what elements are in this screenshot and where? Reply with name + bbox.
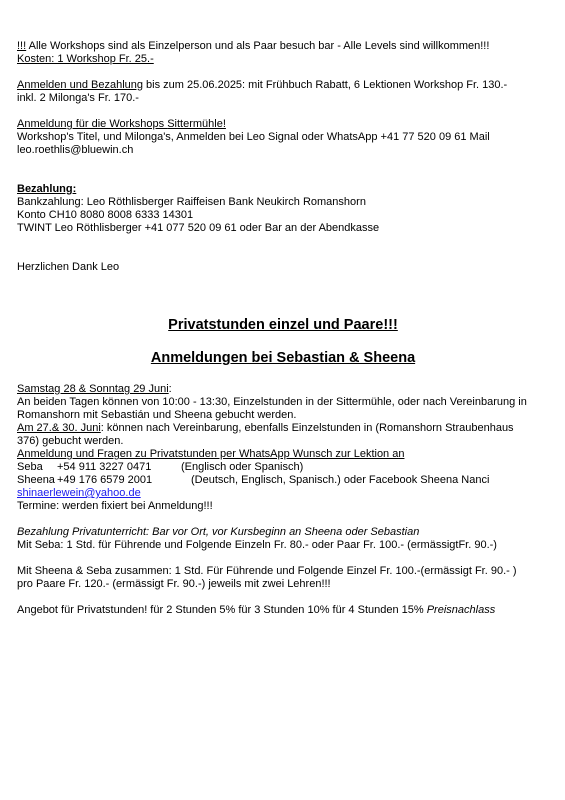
registration-line-2: inkl. 2 Milonga's Fr. 170.- <box>17 92 139 104</box>
price-both-2: pro Paare Fr. 120.- (ermässigt Fr. 90.-) jeweils mit zwei Lehren!!! <box>17 578 331 590</box>
termine-line: Termine: werden fixiert bei Anmeldung!!! <box>17 500 213 512</box>
price-both-1: Mit Sheena & Seba zusammen: 1 Std. Für Führende und Folgende Einzel Fr. 100.-(ermässigt Fr. 90.- ) <box>17 565 517 577</box>
payment-note: Bezahlung Privatunterricht: Bar vor Ort, vor Kursbeginn an Sheena oder Sebastian <box>17 526 420 538</box>
schedule-date-1: Samstag 28 & Sonntag 29 Juni: <box>17 383 172 395</box>
exclamation-marks: !!! <box>17 40 27 52</box>
schedule-line-3: Romanshorn mit Sebastián und Sheena gebucht werden. <box>17 409 297 421</box>
contact-sheena: Sheena +49 176 6579 2001 (Deutsch, Englisch, Spanisch.) oder Facebook Sheena Nanci <box>17 474 490 486</box>
price-seba: Mit Seba: 1 Std. für Führende und Folgende Einzeln Fr. 80.- oder Paar Fr. 100.- (ermässigtFr. 90.-) <box>17 539 497 551</box>
document-page <box>17 40 549 617</box>
heading-registrations: Anmeldungen bei Sebastian & Sheena <box>150 350 416 366</box>
schedule-date-2: Am 27.& 30. Juni: können nach Vereinbarung, ebenfalls Einzelstunden in (Romanshorn Straubenhaus <box>17 422 514 434</box>
registration-line: Anmelden und Bezahlung bis zum 25.06.2025: mit Frühbuch Rabatt, 6 Lektionen Workshop Fr. 130.- <box>17 79 508 91</box>
signup-line: Anmeldung für die Workshops Sittermühle! <box>17 118 226 130</box>
heading-private-lessons: Privatstunden einzel und Paare!!! <box>168 317 398 333</box>
contact-seba: Seba +54 911 3227 0471 (Englisch oder Spanisch) <box>17 461 304 473</box>
schedule-line-5: 376) gebucht werden. <box>17 435 124 447</box>
payment-account: Konto CH10 8080 8008 6333 14301 <box>17 209 194 221</box>
signup-line-2: Workshop's Titel, und Milonga's, Anmelden bei Leo Signal oder WhatsApp +41 77 520 09 61 Mail <box>17 131 490 143</box>
thanks-line: Herzlichen Dank Leo <box>17 261 120 273</box>
intro-line: !!! Alle Workshops sind als Einzelperson und als Paar besuch bar - Alle Levels sind willkommen!!! <box>17 40 490 52</box>
costs-line: Kosten: 1 Workshop Fr. 25.- <box>17 53 154 65</box>
contact-email-line <box>17 487 549 500</box>
payment-twint: TWINT Leo Röthlisberger +41 077 520 09 61 oder Bar an der Abendkasse <box>17 222 380 234</box>
signup-email: leo.roethlis@bluewin.ch <box>17 144 134 156</box>
offer-line: Angebot für Privatstunden! für 2 Stunden 5% für 3 Stunden 10% für 4 Stunden 15% Preisnachlass <box>17 604 496 616</box>
email-link[interactable]: shinaerlewein@yahoo.de <box>17 487 141 499</box>
payment-bank: Bankzahlung: Leo Röthlisberger Raiffeisen Bank Neukirch Romanshorn <box>17 196 366 208</box>
schedule-line-6: Anmeldung und Fragen zu Privatstunden per WhatsApp Wunsch zur Lektion an <box>17 448 405 460</box>
payment-title: Bezahlung: <box>17 183 77 195</box>
schedule-line-2: An beiden Tagen können von 10:00 - 13:30, Einzelstunden in der Sittermühle, oder nach Vereinbarung in <box>17 396 527 408</box>
